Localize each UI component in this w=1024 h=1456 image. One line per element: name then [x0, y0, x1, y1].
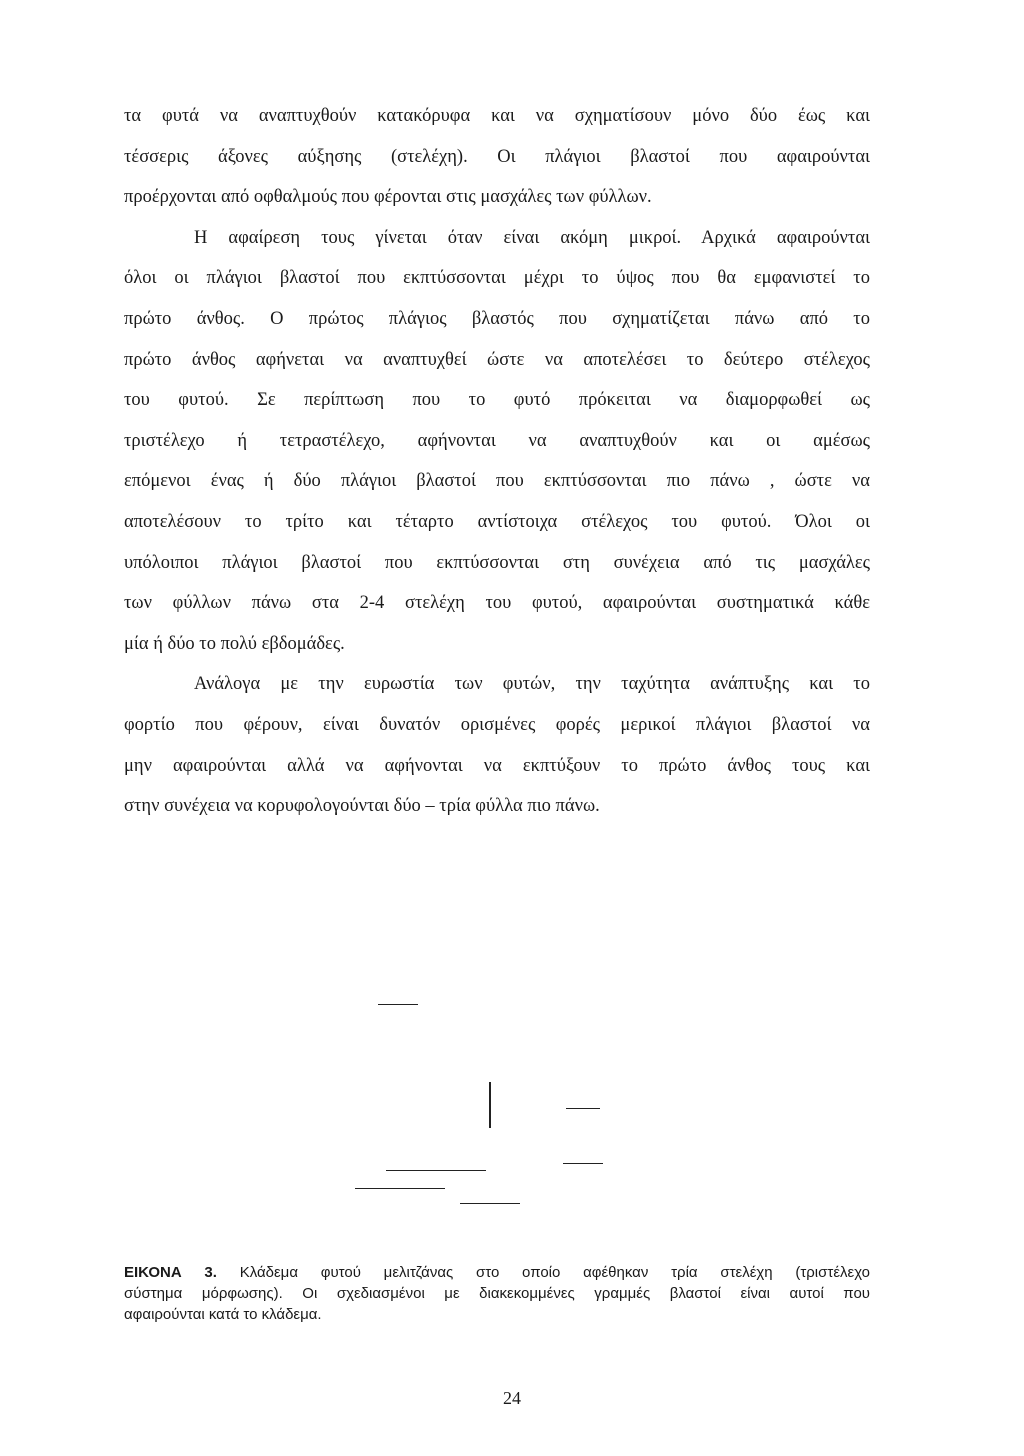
- figure-line: [563, 1163, 603, 1164]
- figure-line: [566, 1108, 600, 1109]
- caption-text: αφαιρούνται κατά το κλάδεμα.: [124, 1306, 322, 1323]
- caption-text: σύστημα μόρφωσης). Οι σχεδιασμένοι με διακεκομμένες γραμμές βλαστοί είναι αυτοί που: [124, 1285, 870, 1302]
- text-line: των φύλλων πάνω στα 2-4 στελέχη του φυτού, αφαιρούνται συστηματικά κάθε: [124, 593, 870, 614]
- text-line: προέρχονται από οφθαλμούς που φέρονται στις μασχάλες των φύλλων.: [124, 187, 652, 208]
- text-line: τέσσερις άξονες αύξησης (στελέχη). Οι πλάγιοι βλαστοί που αφαιρούνται: [124, 146, 870, 167]
- text-line: πρώτο άνθος. Ο πρώτος πλάγιος βλαστός που σχηματίζεται πάνω από το: [124, 308, 870, 329]
- figure-line: [460, 1203, 520, 1204]
- text-line: του φυτού. Σε περίπτωση που το φυτό πρόκειται να διαμορφωθεί ως: [124, 390, 870, 411]
- figure-line: [386, 1170, 486, 1171]
- text-line: υπόλοιποι πλάγιοι βλαστοί που εκπτύσσονται στη συνέχεια από τις μασχάλες: [124, 552, 870, 573]
- caption-text: Κλάδεμα φυτού μελιτζάνας στο οποίο αφέθηκαν τρία στελέχη (τριστέλεχο: [239, 1264, 871, 1281]
- text-line: αποτελέσουν το τρίτο και τέταρτο αντίστοιχα στέλεχος του φυτού. Όλοι οι: [124, 511, 870, 532]
- figure-line: [378, 1004, 418, 1005]
- page-number: 24: [503, 1388, 521, 1408]
- text-line: επόμενοι ένας ή δύο πλάγιοι βλαστοί που εκπτύσσονται πιο πάνω , ώστε να: [124, 471, 870, 492]
- text-line: φορτίο που φέρουν, είναι δυνατόν ορισμένες φορές μερικοί πλάγιοι βλαστοί να: [124, 714, 870, 735]
- text-line: πρώτο άνθος αφήνεται να αναπτυχθεί ώστε να αποτελέσει το δεύτερο στέλεχος: [124, 349, 870, 370]
- text-line: μία ή δύο το πολύ εβδομάδες.: [124, 633, 345, 654]
- figure-line: [355, 1188, 445, 1189]
- text-line: τα φυτά να αναπτυχθούν κατακόρυφα και να σχηματίσουν μόνο δύο έως και: [124, 106, 870, 126]
- text-line: μην αφαιρούνται αλλά να αφήνονται να εκπτύξουν το πρώτο άνθος τους και: [124, 755, 870, 776]
- text-line: όλοι οι πλάγιοι βλαστοί που εκπτύσσονται μέχρι το ύψος που θα εμφανιστεί το: [124, 268, 870, 289]
- text-line: τριστέλεχο ή τετραστέλεχο, αφήνονται να αναπτυχθούν και οι αμέσως: [124, 430, 870, 451]
- figure-caption: [124, 1262, 870, 1325]
- figure-line: [489, 1082, 491, 1128]
- caption-label: ΕΙΚΟΝΑ 3.: [124, 1264, 217, 1281]
- text-line: Ανάλογα με την ευρωστία των φυτών, την ταχύτητα ανάπτυξης και το: [194, 674, 870, 695]
- text-line: στην συνέχεια να κορυφολογούνται δύο – τρία φύλλα πιο πάνω.: [124, 796, 600, 817]
- text-line: Η αφαίρεση τους γίνεται όταν είναι ακόμη μικροί. Αρχικά αφαιρούνται: [194, 227, 870, 248]
